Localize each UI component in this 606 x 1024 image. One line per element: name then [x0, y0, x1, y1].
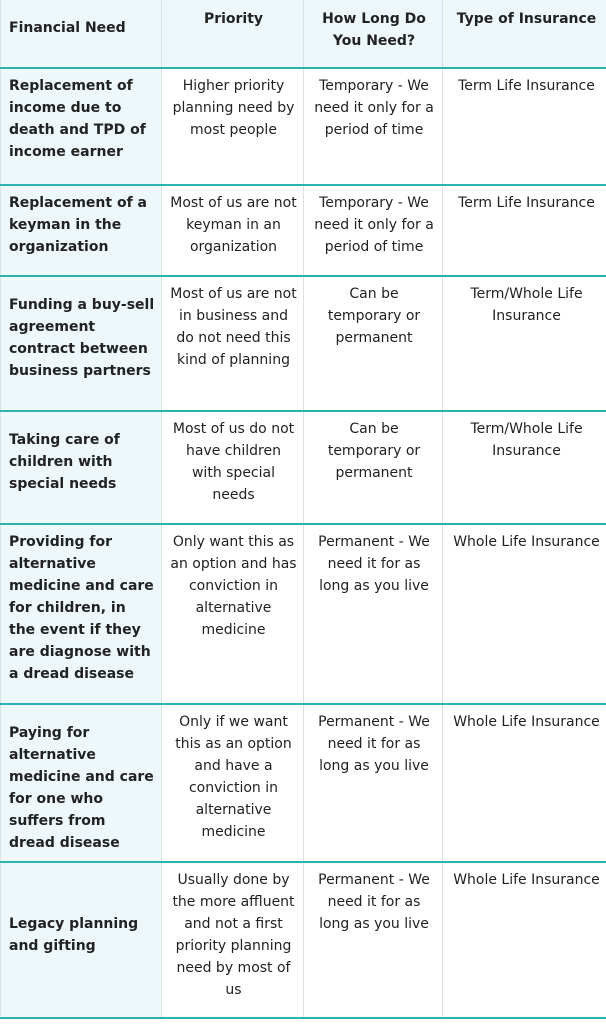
duration-cell	[304, 524, 443, 704]
insurance-cell	[443, 862, 606, 1018]
need-text: Funding a buy-sell agreement contract between business partners	[9, 297, 155, 379]
header-insurance-type-label: Type of Insurance	[456, 11, 597, 27]
header-priority	[162, 0, 304, 68]
table-row	[1, 704, 606, 862]
priority-text: Higher priority planning need by most people	[172, 78, 295, 138]
insurance-text: Whole Life Insurance	[453, 714, 600, 730]
duration-cell	[304, 862, 443, 1018]
priority-cell	[162, 411, 304, 524]
insurance-cell	[443, 68, 606, 185]
insurance-cell	[443, 411, 606, 524]
priority-cell	[162, 862, 304, 1018]
header-duration-label: How Long Do You Need?	[322, 11, 426, 49]
insurance-text: Term Life Insurance	[458, 195, 595, 211]
header-financial-need	[1, 0, 162, 68]
need-text: Legacy planning and gifting	[9, 916, 139, 954]
table-header-row	[1, 0, 606, 68]
insurance-cell	[443, 276, 606, 411]
table-row	[1, 524, 606, 704]
header-financial-need-label: Financial Need	[9, 20, 126, 36]
table-row	[1, 276, 606, 411]
duration-text: Temporary - We need it only for a period of time	[314, 195, 434, 255]
need-cell	[1, 411, 162, 524]
duration-text: Permanent - We need it for as long as you live	[318, 872, 430, 932]
priority-cell	[162, 524, 304, 704]
priority-text: Usually done by the more affluent and not a first priority planning need by most of us	[172, 872, 295, 998]
duration-cell	[304, 704, 443, 862]
insurance-cell	[443, 185, 606, 276]
priority-text: Only if we want this as an option and have a conviction in alternative medicine	[175, 714, 292, 840]
priority-cell	[162, 704, 304, 862]
insurance-text: Term Life Insurance	[458, 78, 595, 94]
need-text: Taking care of children with special needs	[9, 432, 120, 492]
duration-cell	[304, 276, 443, 411]
header-insurance-type	[443, 0, 606, 68]
insurance-text: Whole Life Insurance	[453, 872, 600, 888]
priority-cell	[162, 276, 304, 411]
need-cell	[1, 68, 162, 185]
need-text: Replacement of a keyman in the organization	[9, 195, 147, 255]
priority-text: Only want this as an option and has conviction in alternative medicine	[170, 534, 297, 638]
table-row	[1, 185, 606, 276]
priority-cell	[162, 185, 304, 276]
need-cell	[1, 704, 162, 862]
duration-cell	[304, 185, 443, 276]
table-row	[1, 862, 606, 1018]
duration-text: Temporary - We need it only for a period of time	[314, 78, 434, 138]
duration-text: Can be temporary or permanent	[327, 421, 421, 481]
need-cell	[1, 276, 162, 411]
header-duration	[304, 0, 443, 68]
duration-text: Can be temporary or permanent	[327, 286, 421, 346]
need-cell	[1, 524, 162, 704]
duration-text: Permanent - We need it for as long as you live	[318, 534, 430, 594]
priority-text: Most of us are not in business and do not need this kind of planning	[170, 286, 297, 368]
insurance-cell	[443, 524, 606, 704]
insurance-text: Whole Life Insurance	[453, 534, 600, 550]
need-text: Replacement of income due to death and TPD of income earner	[9, 78, 146, 160]
header-priority-label: Priority	[203, 11, 264, 27]
priority-text: Most of us are not keyman in an organization	[170, 195, 297, 255]
insurance-text: Term/Whole Life Insurance	[470, 421, 583, 459]
table-row	[1, 68, 606, 185]
duration-cell	[304, 68, 443, 185]
priority-cell	[162, 68, 304, 185]
duration-cell	[304, 411, 443, 524]
priority-text: Most of us do not have children with special needs	[172, 421, 295, 503]
table-row	[1, 411, 606, 524]
need-cell	[1, 862, 162, 1018]
insurance-text: Term/Whole Life Insurance	[470, 286, 583, 324]
need-text: Paying for alternative medicine and care for one who suffers from dread disease	[9, 725, 154, 851]
need-text: Providing for alternative medicine and care for children, in the event if they are diagnose with a dread disease	[9, 534, 154, 682]
need-cell	[1, 185, 162, 276]
insurance-cell	[443, 704, 606, 862]
duration-text: Permanent - We need it for as long as you live	[318, 714, 430, 774]
